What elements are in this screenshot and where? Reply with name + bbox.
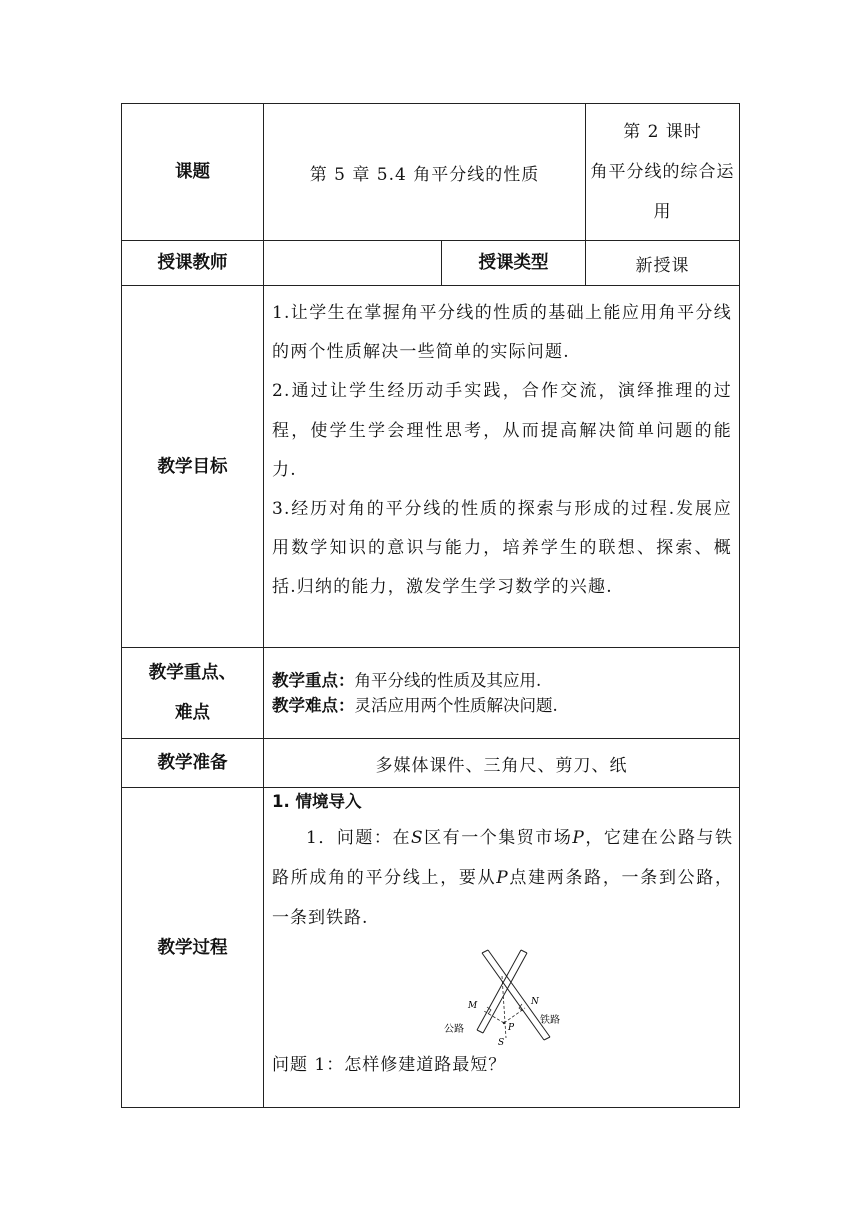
road-bar [477,950,527,1033]
problem-text: 1．问题：在S区有一个集贸市场P，它建在公路与铁路所成角的平分线上，要从P点建两条路，一条到公路，一条到铁路. [272,828,734,928]
goals-label: 教学目标 [122,286,264,648]
label-m: M [468,1001,478,1011]
difficulty-label: 教学难点： [272,696,355,715]
lesson-info [586,104,740,241]
goals-row [122,286,740,648]
goals-content [264,286,740,648]
topic-value: 第 5 章 5.4 角平分线的性质 [264,104,586,241]
keypoints-label-line2: 难点 [175,703,210,723]
process-content [264,788,740,1108]
question-1: 问题 1：怎样修建道路最短？ [272,1055,507,1075]
var-p: P [496,868,509,888]
focus-line [272,668,731,693]
teacher-label: 授课教师 [122,241,264,286]
keypoints-label-line1: 教学重点、 [148,663,237,683]
goal-item: 3.经历对角的平分线的性质的探索与形成的过程.发展应用数学知识的意识与能力，培养学生的联想、探索、概括.归纳的能力，激发学生学习数学的兴趣. [272,499,732,598]
road-rail-figure [432,948,572,1048]
difficulty-line [272,693,731,718]
teacher-value [264,241,442,286]
goal-item: 2.通过让学生经历动手实践，合作交流，演绎推理的过程，使学生学会理性思考，从而提高解决简单问题的能力. [272,381,732,480]
label-road: 公路 [444,1024,464,1035]
prep-row [122,739,740,788]
label-n: N [531,997,539,1007]
difficulty-text: 灵活应用两个性质解决问题. [354,696,558,715]
keypoints-content [264,648,740,739]
focus-text: 角平分线的性质及其应用. [354,671,542,690]
label-p: P [508,1023,515,1033]
lesson-type-label: 授课类型 [442,241,586,286]
keypoints-row [122,648,740,739]
section-title: 1. 情境导入 [272,792,362,811]
lesson-type-value: 新授课 [586,241,740,286]
label-s: S [498,1038,505,1048]
goal-item: 1.让学生在掌握角平分线的性质的基础上能应用角平分线的两个性质解决一些简单的实际问题. [272,303,732,363]
lesson-subtitle: 角平分线的综合运用 [590,162,735,222]
lesson-number: 第 2 课时 [623,122,702,142]
teacher-row [122,241,740,286]
prep-label: 教学准备 [122,739,264,788]
lesson-plan-table [121,103,740,1108]
keypoints-label [122,648,264,739]
road-rail-diagram [432,948,572,1048]
prep-value: 多媒体课件、三角尺、剪刀、纸 [264,739,740,788]
topic-label: 课题 [122,104,264,241]
focus-label: 教学重点： [272,671,355,690]
var-s: S [410,828,424,848]
topic-row [122,104,740,241]
rail-bar [482,950,550,1040]
label-rail: 铁路 [540,1015,560,1026]
process-row [122,788,740,1108]
var-p: P [572,828,585,848]
point-p [503,1022,505,1024]
process-label: 教学过程 [122,788,264,1108]
